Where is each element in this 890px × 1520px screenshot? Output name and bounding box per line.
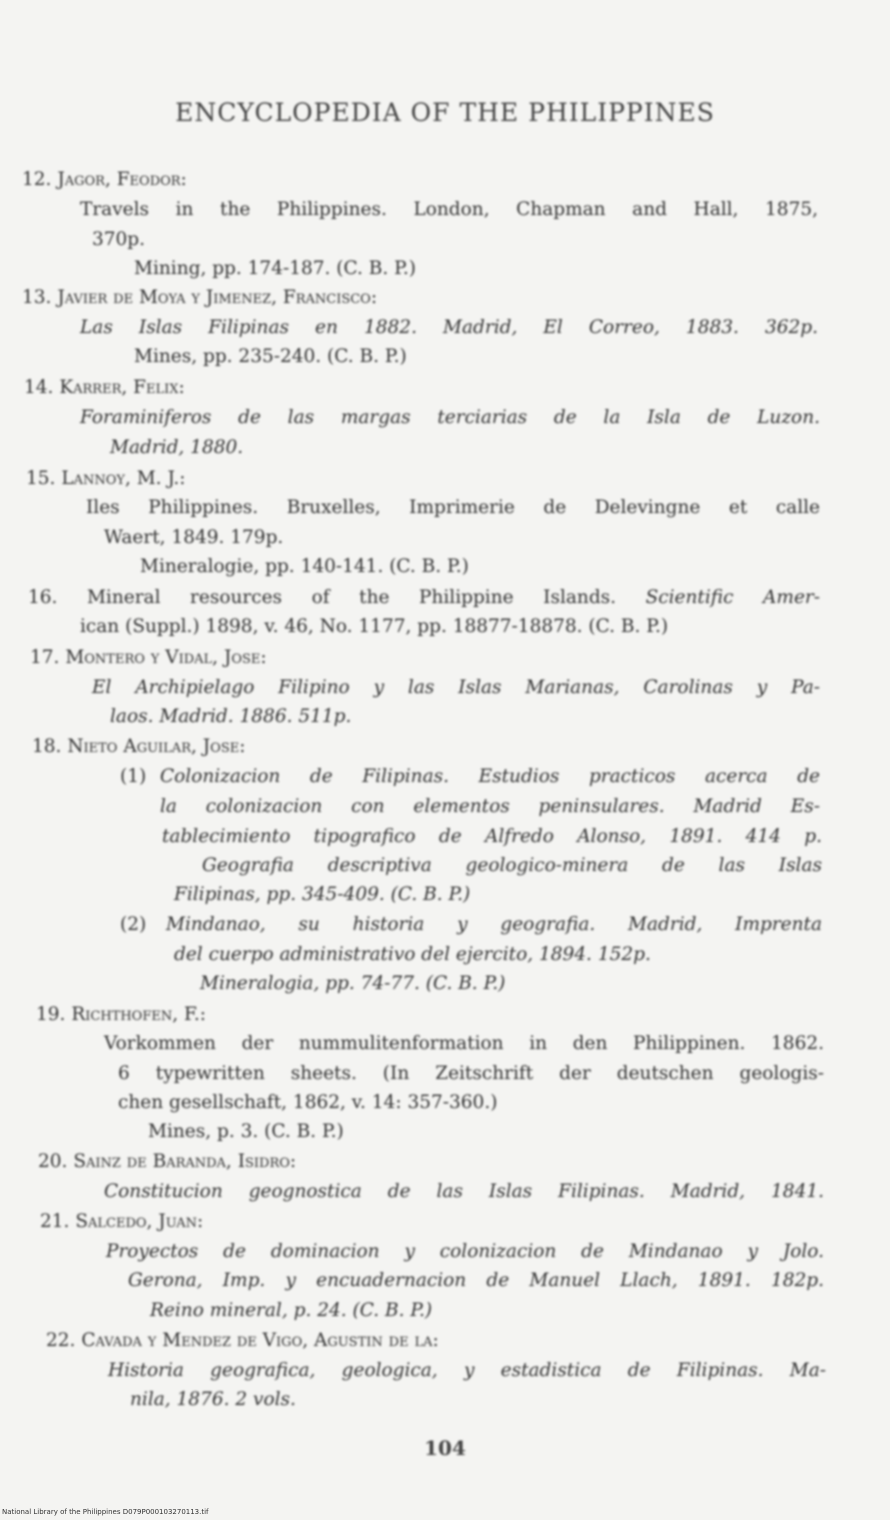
entry-13-heading: 13. Javier de Moya y Jimenez, Francisco:: [22, 287, 378, 308]
entry-22-heading: 22. Cavada y Mendez de Vigo, Agustin de la:: [46, 1330, 439, 1351]
entry-18-sub-line: Mindanao, su historia y geografia. Madrid, Imprenta: [166, 914, 822, 935]
entry-21-line: Proyectos de dominacion y colonizacion de Mindanao y Jolo.: [106, 1241, 824, 1262]
entry-15-note: Mineralogie, pp. 140-141. (C. B. P.): [140, 556, 469, 577]
entry-18-sub-line: Colonizacion de Filipinas. Estudios practicos acerca de: [160, 766, 820, 787]
entry-19-heading: 19. Richthofen, F.:: [36, 1004, 207, 1025]
entry-18-sub-note: Mineralogia, pp. 74-77. (C. B. P.): [200, 973, 506, 994]
entry-12-heading: 12. Jagor, Feodor:: [22, 169, 187, 190]
entry-18-sub-label: (2): [120, 914, 147, 935]
entry-22-line: nila, 1876. 2 vols.: [130, 1389, 296, 1410]
entry-18-sub-line: del cuerpo administrativo del ejercito, 1894. 152p.: [174, 944, 651, 965]
entry-20-line: Constitucion geognostica de las Islas Filipinas. Madrid, 1841.: [104, 1181, 824, 1202]
scan-footer-stamp: National Library of the Philippines D079P000103270113.tif: [2, 1508, 209, 1516]
entry-21-line: Gerona, Imp. y encuadernacion de Manuel Llach, 1891. 182p.: [128, 1270, 824, 1291]
entry-19-line: chen gesellschaft, 1862, v. 14: 357-360.): [118, 1092, 498, 1113]
entry-19-line: Vorkommen der nummulitenformation in den Philippinen. 1862.: [104, 1033, 824, 1054]
entry-18-sub-line: tablecimiento tipografico de Alfredo Alonso, 1891. 414 p.: [162, 826, 822, 847]
entry-21-heading: 21. Salcedo, Juan:: [40, 1211, 204, 1232]
entry-14-heading: 14. Karrer, Felix:: [24, 377, 185, 398]
entry-17-line: El Archipielago Filipino y las Islas Marianas, Carolinas y Pa-: [92, 677, 820, 698]
entry-16-line: 16. Mineral resources of the Philippine Islands. Scientific Amer-: [28, 587, 820, 608]
entry-19-note: Mines, p. 3. (C. B. P.): [148, 1121, 344, 1142]
entry-22-line: Historia geografica, geologica, y estadistica de Filipinas. Ma-: [108, 1360, 826, 1381]
page-number: 104: [424, 1436, 466, 1460]
entry-21-note: Reino mineral, p. 24. (C. B. P.): [150, 1300, 433, 1321]
entry-12-note: Mining, pp. 174-187. (C. B. P.): [134, 258, 416, 279]
entry-18-heading: 18. Nieto Aguilar, Jose:: [32, 736, 246, 757]
entry-17-line: laos. Madrid. 1886. 511p.: [110, 706, 352, 727]
entry-18-sub-line: la colonizacion con elementos peninsulares. Madrid Es-: [160, 796, 820, 817]
entry-17-heading: 17. Montero y Vidal, Jose:: [30, 647, 267, 668]
entry-18-sub-note: Geografia descriptiva geologico-minera de las Islas: [202, 855, 822, 876]
entry-15-heading: 15. Lannoy, M. J.:: [26, 468, 186, 489]
entry-16-line: ican (Suppl.) 1898, v. 46, No. 1177, pp. 18877-18878. (C. B. P.): [80, 616, 669, 637]
entry-19-line: 6 typewritten sheets. (In Zeitschrift der deutschen geologis-: [118, 1063, 824, 1084]
entry-14-line: Foraminiferos de las margas terciarias de la Isla de Luzon.: [80, 407, 820, 428]
entry-18-sub-label: (1): [120, 766, 147, 787]
entry-12-line: Travels in the Philippines. London, Chapman and Hall, 1875,: [80, 199, 818, 220]
entry-14-line: Madrid, 1880.: [110, 437, 244, 458]
entry-15-line: Iles Philippines. Bruxelles, Imprimerie de Delevingne et calle: [86, 497, 820, 518]
entry-20-heading: 20. Sainz de Baranda, Isidro:: [38, 1151, 297, 1172]
entry-15-line: Waert, 1849. 179p.: [104, 527, 284, 548]
entry-18-sub-note: Filipinas, pp. 345-409. (C. B. P.): [174, 884, 471, 905]
running-head: ENCYCLOPEDIA OF THE PHILIPPINES: [175, 98, 715, 127]
entry-13-note: Mines, pp. 235-240. (C. B. P.): [134, 346, 407, 367]
entry-13-line: Las Islas Filipinas en 1882. Madrid, El Correo, 1883. 362p.: [80, 317, 818, 338]
entry-12-line: 370p.: [92, 229, 146, 250]
